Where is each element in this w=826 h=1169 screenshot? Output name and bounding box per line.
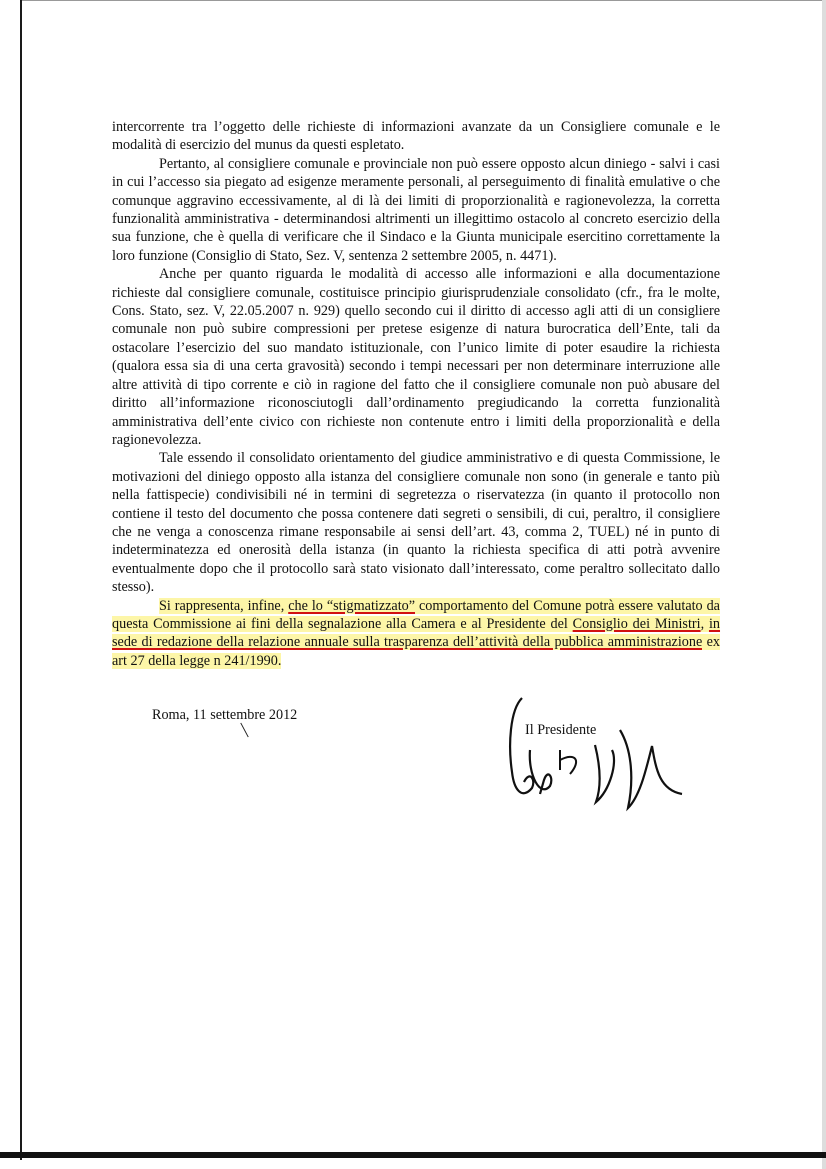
page-edge-bottom bbox=[0, 1152, 826, 1158]
document-body bbox=[112, 118, 720, 670]
final-part-3: comportamento del Comune potrà essere valutato da questa Commissione ai fini della segnalazione alla Camera e al Presidente del bbox=[112, 597, 720, 632]
pen-mark bbox=[240, 723, 248, 738]
page-edge-top bbox=[20, 0, 826, 1]
place-date: Roma, 11 settembre 2012 bbox=[152, 707, 298, 723]
paragraph-tale: Tale essendo il consolidato orientamento del giudice amministrativo e di questa Commissione, le motivazioni del diniego opposto alla istanza del consigliere comunale non sono (in generale e tanto più nella fattispecie) condivisibili né in termini di segretezza o riservatezza (in quanto il protocollo non contiene il testo del documento che possa contenere dati segreti o sensibili, di cui, peraltro, il consigliere che ne venga a conoscenza rimane responsabile ai sensi dell’art. 43, comma 2, TUEL) né in punto di indeterminatezza ed onerosità della istanza (in quanto la richiesta specifica di atti potrà avvenire eventualmente dopo che il protocollo sarà stato visionato dall’interessato, come peraltro sollecitato dallo stesso). bbox=[112, 450, 720, 596]
final-part-5: , bbox=[700, 615, 709, 632]
page-edge-left bbox=[20, 0, 22, 1160]
page-edge-right bbox=[822, 0, 826, 1169]
paragraph-pertanto: Pertanto, al consigliere comunale e provinciale non può essere opposto alcun diniego - salvi i casi in cui l’accesso sia piegato ad esigenze meramente personali, al perseguimento di finalità emulative o che comunque aggravino eccessivamente, al di là dei limiti di proporzionalità e ragionevolezza, la corretta funzionalità amministrativa - determinandosi altrimenti un illegittimo ostacolo al concreto esercizio della sua funzione, che è quella di verificare che il Sindaco e la Giunta municipale esercitino correttamente la loro funzione (Consiglio di Stato, Sez. V, sentenza 2 settembre 2005, n. 4471). bbox=[112, 155, 720, 264]
signature-title: Il Presidente bbox=[525, 722, 597, 738]
handwritten-signature bbox=[500, 690, 690, 820]
paragraph-intro: intercorrente tra l’oggetto delle richieste di informazioni avanzate da un Consigliere comunale e le modalità di esercizio del munus da questi espletato. bbox=[112, 119, 720, 154]
paragraph-final bbox=[112, 597, 720, 671]
final-part-1: Si rappresenta, infine, bbox=[159, 597, 289, 614]
final-part-6-underlined: in sede di redazione della relazione annuale sulla trasparenza dell’attività della pubblica amministrazione bbox=[112, 615, 721, 651]
final-part-2-underlined: che lo “stigmatizzato” bbox=[288, 597, 416, 614]
paragraph-anche: Anche per quanto riguarda le modalità di accesso alle informazioni e alla documentazione richieste dal consigliere comunale, costituisce principio giurisprudenziale consolidato (cfr., fra le molte, Cons. Stato, sez. V, 22.05.2007 n. 929) quello secondo cui il diritto di accesso agli atti di un consigliere comunale non può subire compressioni per pretese esigenze di natura burocratica dell’Ente, tali da ostacolare l’esercizio del suo mandato istituzionale, con l’unico limite di poter esaudire la richiesta (qualora essa sia di una certa gravosità) secondo i tempi necessari per non determinare interruzione alle altre attività di tipo corrente e ciò in ragione del fatto che il consigliere comunale non può abusare del diritto all’informazione riconosciutogli dall’ordinamento pregiudicando la corretta funzionalità amministrativa dell’ente civico con richieste non contenute entro i limiti della proporzionalità e della ragionevolezza. bbox=[112, 266, 720, 448]
final-part-7: ex art 27 della legge n 241/1990. bbox=[112, 634, 720, 669]
final-part-4-underlined: Consiglio dei Ministri bbox=[572, 615, 701, 632]
